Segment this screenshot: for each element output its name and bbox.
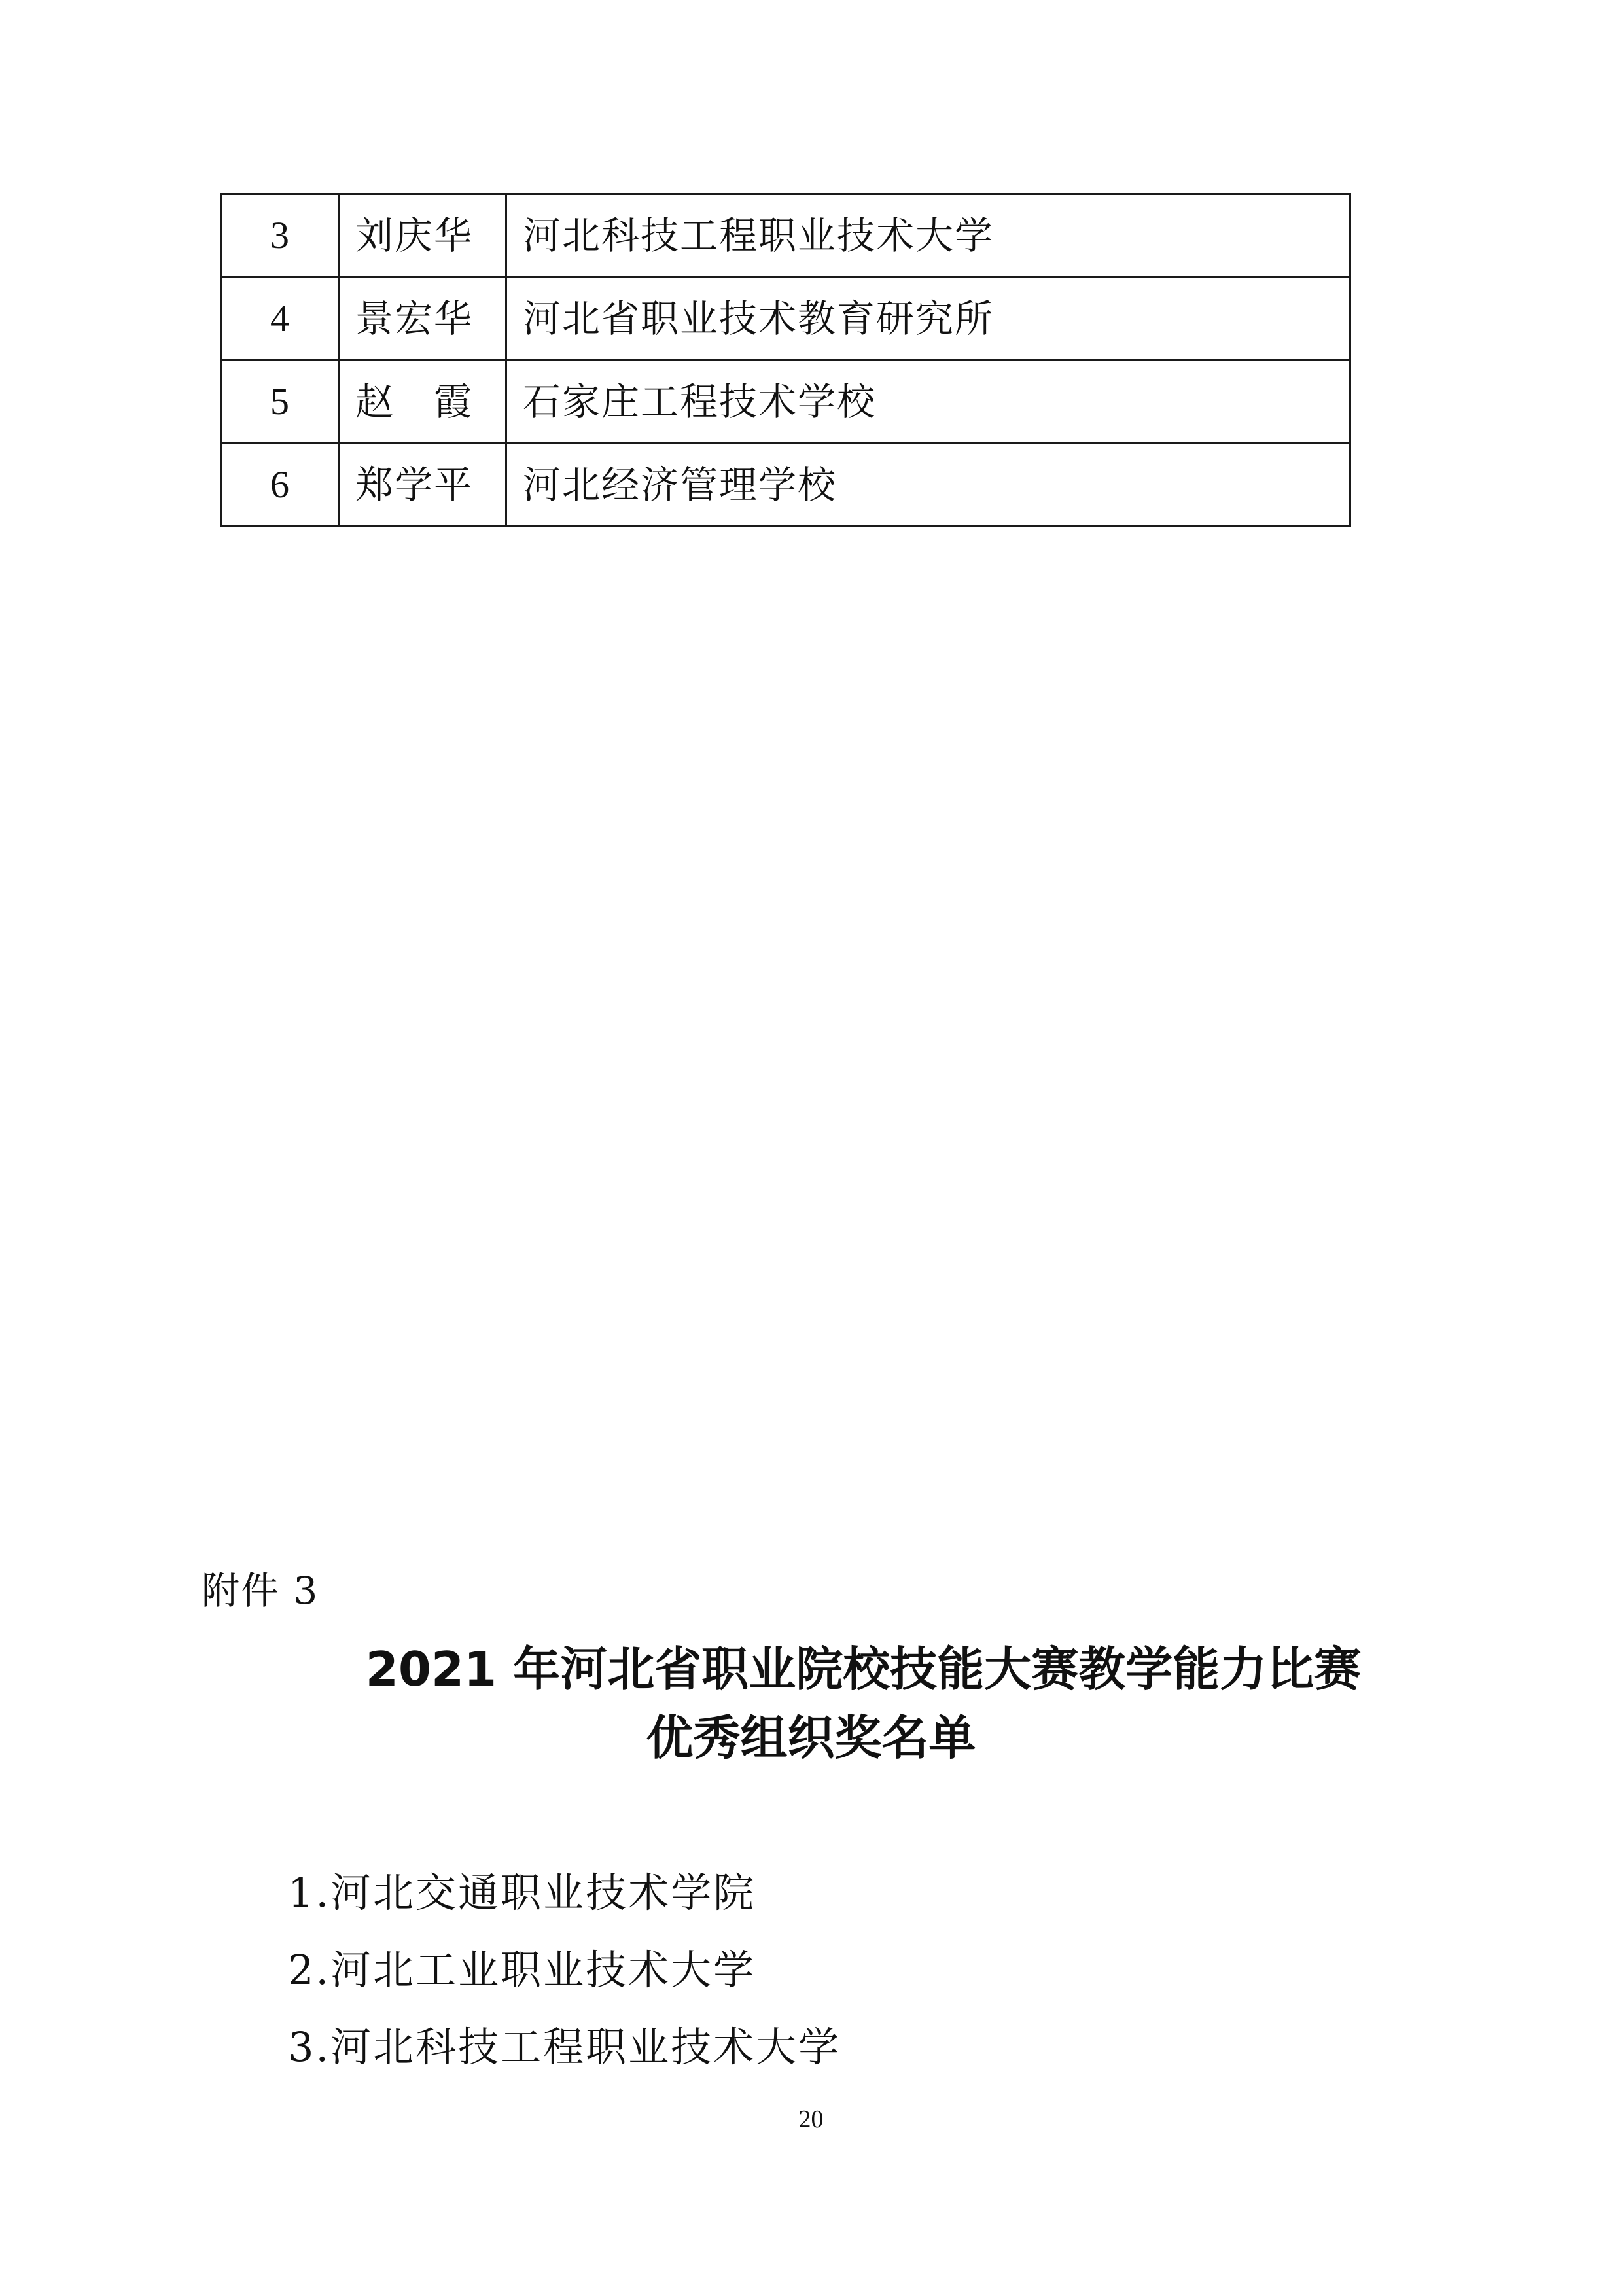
document-title-line-1: 2021 年河北省职业院校技能大赛教学能力比赛 <box>365 1642 1362 1697</box>
person-name: 赵 霞 <box>339 361 506 444</box>
organization-name: 河北科技工程职业技术大学 <box>506 194 1350 277</box>
table-row <box>221 444 1350 527</box>
award-list <box>288 1869 841 2104</box>
person-name: 景宏华 <box>339 277 506 361</box>
table-row <box>221 361 1350 444</box>
row-number: 6 <box>221 444 339 527</box>
attachment-label: 附件 3 <box>202 1568 319 1613</box>
organization-name: 河北省职业技术教育研究所 <box>506 277 1350 361</box>
document-title-line-2: 优秀组织奖名单 <box>646 1710 976 1765</box>
list-item: 3.河北科技工程职业技术大学 <box>288 2023 841 2071</box>
table-row <box>221 194 1350 277</box>
list-item: 1.河北交通职业技术学院 <box>288 1869 756 1916</box>
person-name: 刘庆华 <box>339 194 506 277</box>
row-number: 4 <box>221 277 339 361</box>
award-roster-table <box>220 193 1351 527</box>
person-name: 郑学平 <box>339 444 506 527</box>
list-item: 2.河北工业职业技术大学 <box>288 1946 756 1994</box>
row-number: 5 <box>221 361 339 444</box>
organization-name: 石家庄工程技术学校 <box>506 361 1350 444</box>
page-number: 20 <box>798 2106 824 2133</box>
table-row <box>221 277 1350 361</box>
row-number: 3 <box>221 194 339 277</box>
organization-name: 河北经济管理学校 <box>506 444 1350 527</box>
